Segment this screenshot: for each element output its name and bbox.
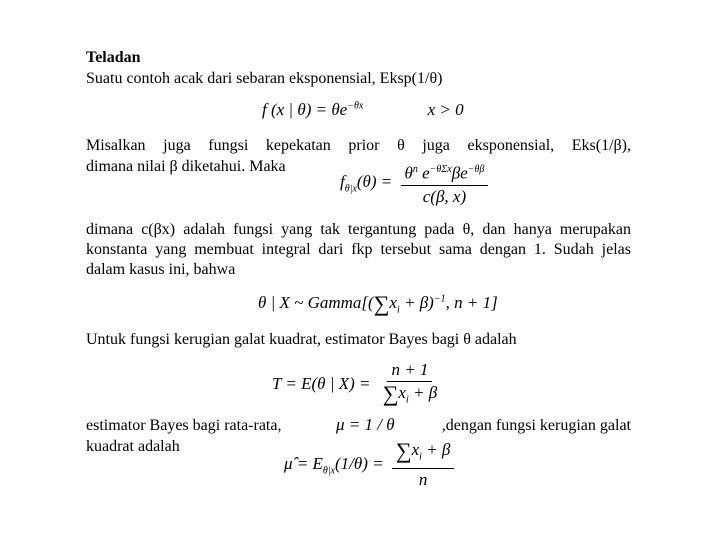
eq4-numerator: n + 1	[387, 360, 432, 382]
equation-likelihood	[262, 100, 464, 120]
eq5-denominator: n	[418, 470, 428, 490]
paragraph-gamma-explanation: dimana c(βx) adalah fungsi yang tak tergantung pada θ, dan hanya merupakan konstanta yang membuat integral dari fkp tersebut sama dengan 1. Sudah jelas dalam kasus ini, bahwa	[86, 221, 631, 278]
paragraph-mean-right: ,dengan fungsi kerugian galat	[441, 417, 631, 434]
eq2-denominator: c(β, x)	[422, 186, 467, 206]
eq5-lhs: μ̂ = E	[284, 454, 323, 474]
paragraph-prior-line2: dimana nilai β diketahui. Maka	[86, 158, 286, 175]
paragraph-mean-line2: kuadrat adalah	[86, 438, 180, 455]
paragraph-intro: Suatu contoh acak dari sebaran eksponensial, Eksp(1/θ)	[86, 70, 443, 87]
equation-posterior	[340, 160, 492, 207]
mu-definition: μ = 1 / θ	[336, 415, 395, 434]
eq5-numerator: $\sum x_i + \beta$	[392, 440, 454, 469]
eq4-lhs: T = E(θ | X) =	[272, 374, 371, 394]
eq1-condition: x > 0	[427, 100, 464, 119]
eq1-exponent: −θx	[347, 100, 364, 112]
equation-gamma-posterior: θ | X ~ $Gamma[(\sum x_i + \beta)^{-1}$, n + 1]	[258, 291, 498, 316]
eq2-subscript: θ|x	[344, 183, 357, 195]
equation-mean-estimator: μ̂ = $E_{\theta|x}(1/\theta)$ = $\frac{\sum x_i + \beta}{n}$	[284, 440, 458, 490]
eq4-denominator: $\sum x_i + \beta$	[382, 381, 438, 406]
eq4-fraction	[379, 360, 441, 410]
eq2-numerator: $\theta^n$ $e^{-\theta\Sigma x}\beta e^{-\theta\beta}$	[401, 160, 489, 186]
eq1-lhs: f (x | θ) = θe	[262, 100, 348, 119]
example-heading: Teladan	[86, 49, 141, 66]
paragraph-prior-line1: Misalkan juga fungsi kepekatan prior θ juga eksponensial, Eks(1/β),	[86, 137, 631, 154]
equation-bayes-estimator	[272, 360, 445, 410]
eq2-f: f	[340, 172, 345, 192]
paragraph-mean-left: estimator Bayes bagi rata-rata,	[86, 417, 282, 434]
eq2-arg: (θ) =	[356, 172, 393, 192]
paragraph-bayes-estimator: Untuk fungsi kerugian galat kuadrat, estimator Bayes bagi θ adalah	[86, 331, 517, 348]
eq5-fraction	[392, 440, 454, 490]
eq2-fraction	[401, 160, 489, 207]
eq3-part-a: θ | X ~ Gamma[(	[258, 293, 374, 312]
